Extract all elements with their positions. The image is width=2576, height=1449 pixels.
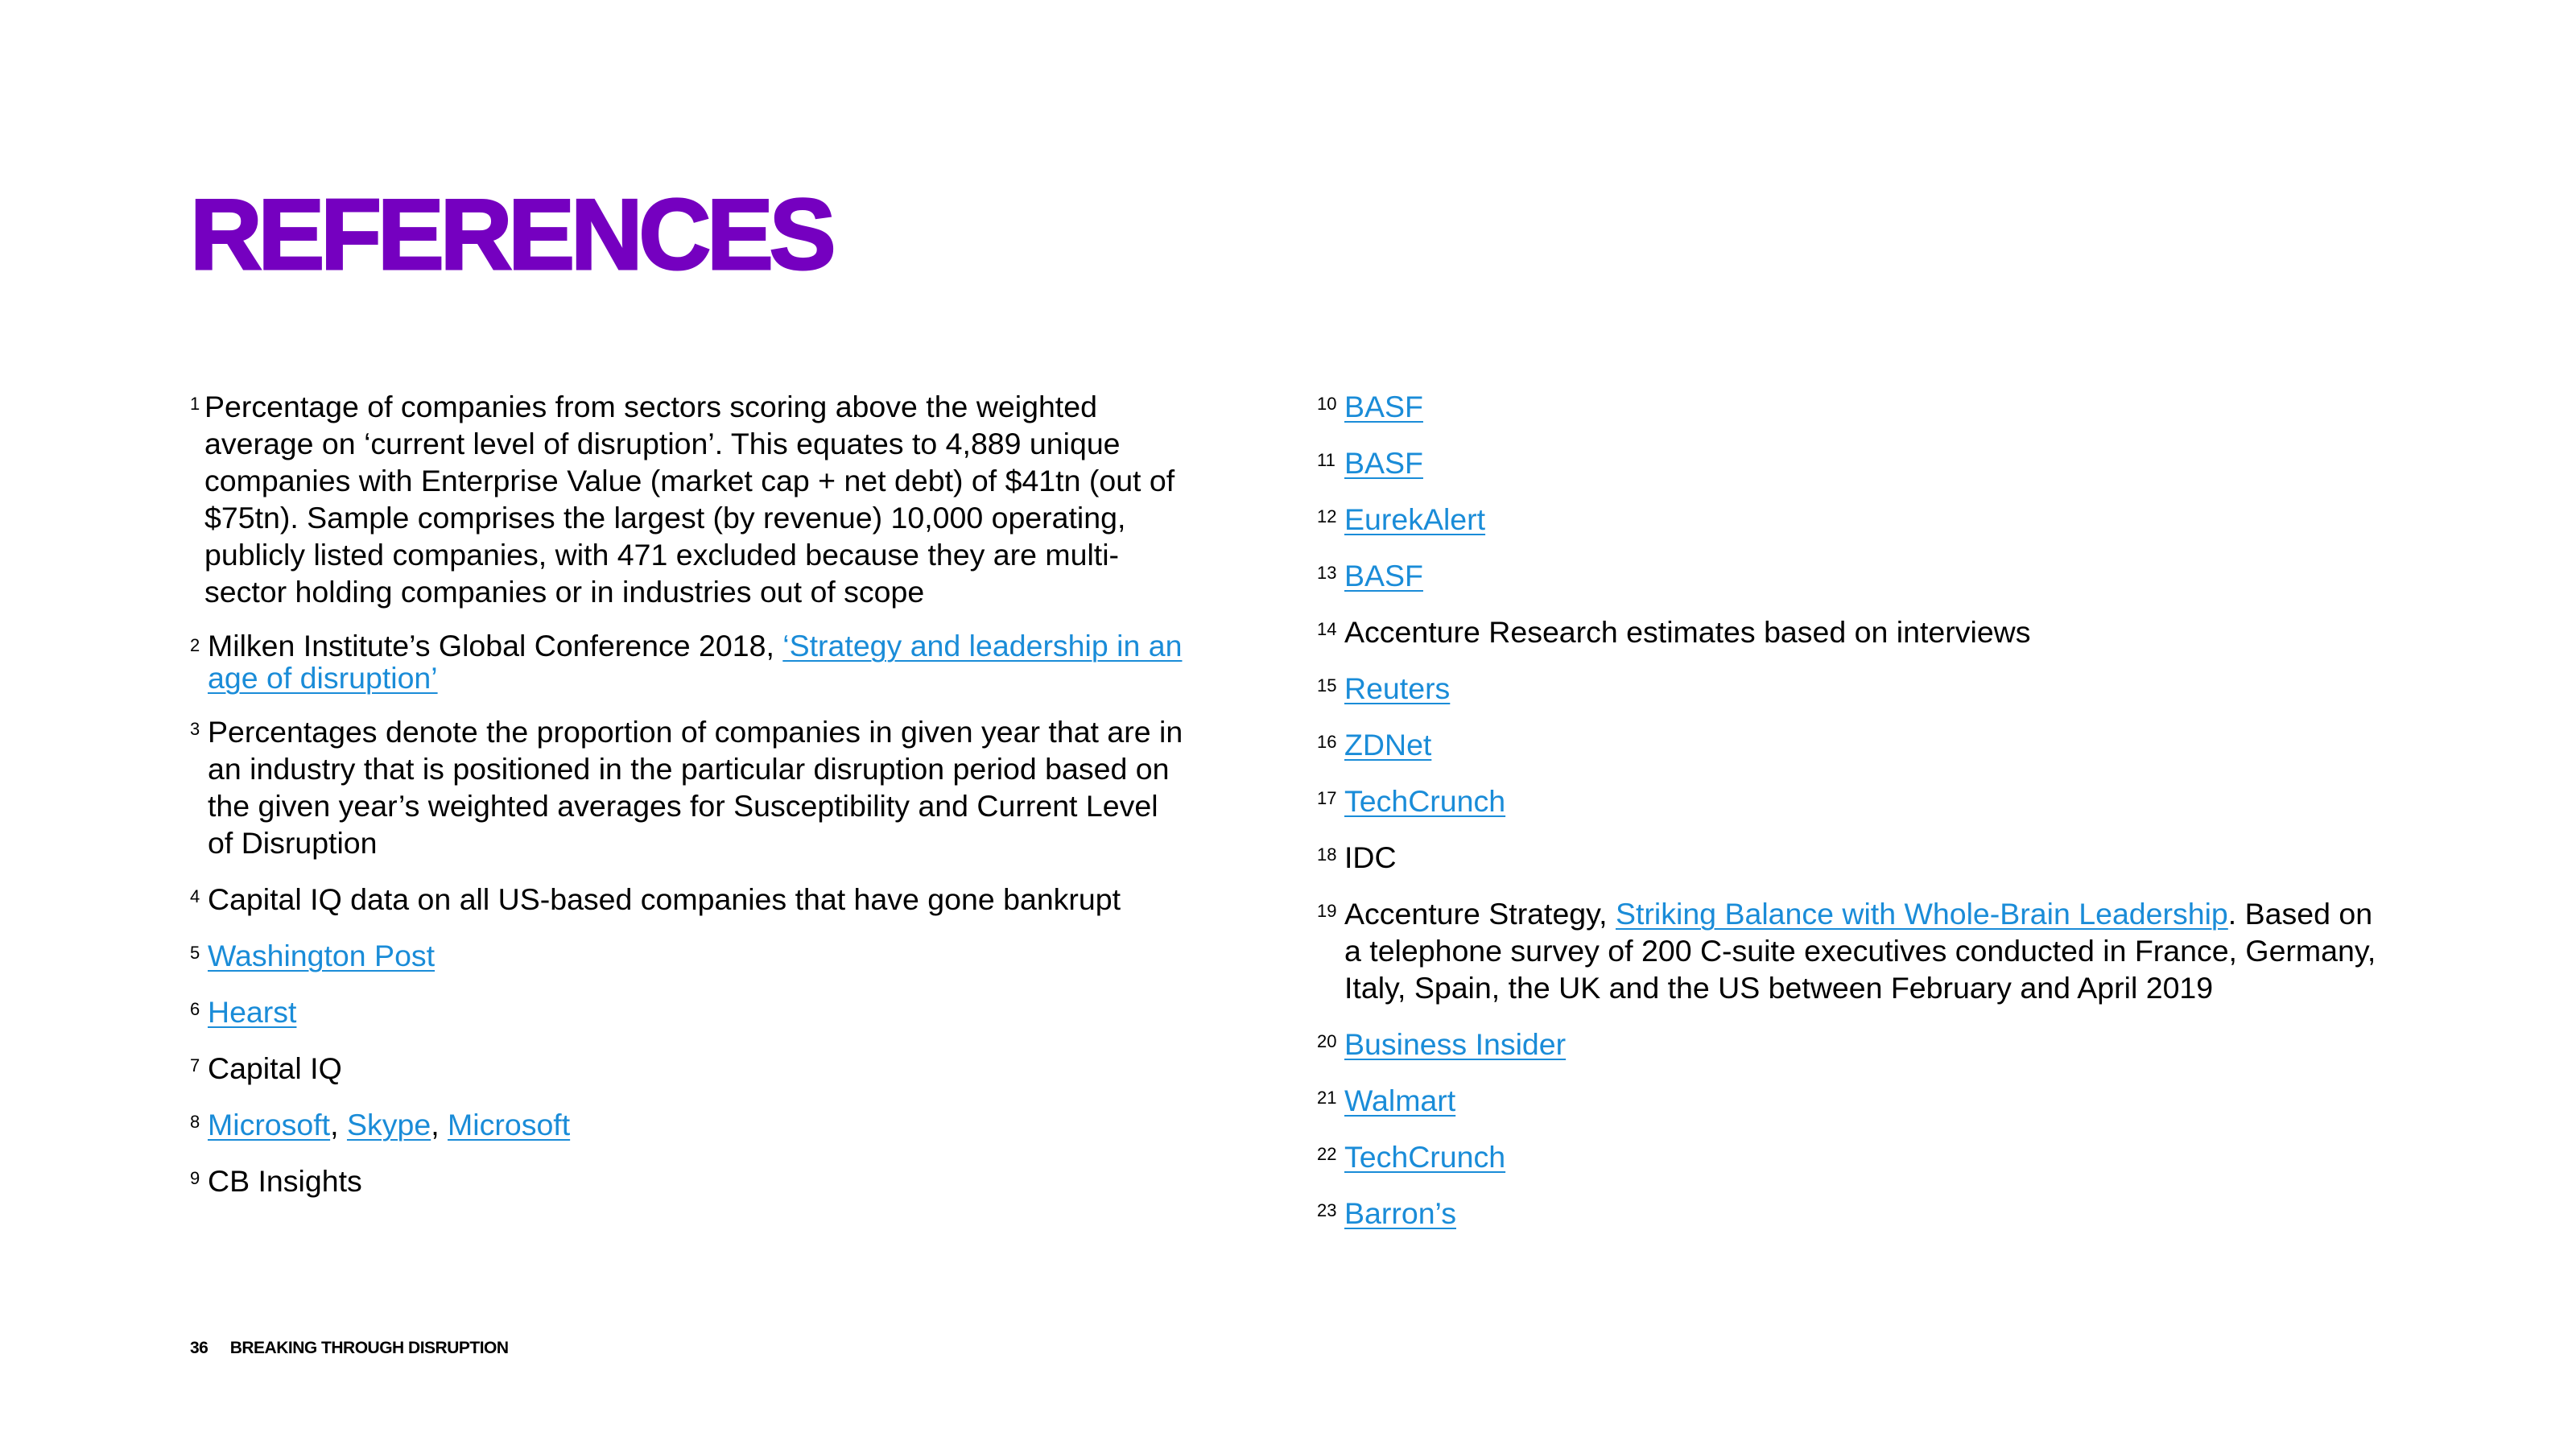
reference-number: 17 bbox=[1317, 788, 1337, 808]
reference-item-3 bbox=[190, 713, 1188, 861]
reference-link[interactable]: BASF bbox=[1344, 559, 1423, 592]
reference-number: 14 bbox=[1317, 619, 1337, 639]
reference-item-18 bbox=[1317, 839, 2396, 876]
reference-number: 5 bbox=[190, 943, 200, 963]
reference-link[interactable]: Barron’s bbox=[1344, 1196, 1456, 1230]
reference-text-suffix: . Based on a telephone survey of 200 C-suite executives conducted in France, Germany, Italy, Spain, the UK and the US between February and April 2019 bbox=[1344, 897, 2376, 1005]
reference-number: 20 bbox=[1317, 1031, 1337, 1051]
reference-link-skype[interactable]: Skype bbox=[346, 1108, 431, 1141]
report-title: BREAKING THROUGH DISRUPTION bbox=[229, 1339, 509, 1357]
reference-link[interactable]: Reuters bbox=[1344, 671, 1451, 705]
reference-item-5 bbox=[190, 937, 1188, 974]
reference-link[interactable]: Striking Balance with Whole-Brain Leadership bbox=[1615, 897, 2228, 931]
reference-item-2 bbox=[190, 630, 1188, 694]
reference-number: 21 bbox=[1317, 1088, 1337, 1108]
page-title: REFERENCES bbox=[190, 180, 832, 291]
reference-number: 23 bbox=[1317, 1200, 1337, 1220]
reference-separator: , bbox=[431, 1108, 448, 1141]
reference-text: IDC bbox=[1344, 840, 1397, 874]
reference-separator: , bbox=[330, 1108, 347, 1141]
page-footer bbox=[190, 1338, 509, 1359]
reference-number: 11 bbox=[1317, 450, 1335, 470]
reference-item-6 bbox=[190, 993, 1188, 1030]
reference-item-17 bbox=[1317, 782, 2396, 819]
reference-item-4 bbox=[190, 881, 1188, 918]
reference-item-21 bbox=[1317, 1082, 2396, 1119]
reference-number: 2 bbox=[190, 635, 200, 655]
reference-link[interactable]: TechCrunch bbox=[1344, 1140, 1506, 1174]
reference-item-14 bbox=[1317, 613, 2396, 650]
reference-link[interactable]: ZDNet bbox=[1344, 728, 1432, 762]
reference-item-20 bbox=[1317, 1026, 2396, 1063]
reference-link[interactable]: Hearst bbox=[208, 995, 297, 1029]
reference-link[interactable]: Washington Post bbox=[208, 939, 436, 972]
reference-text: Accenture Strategy, bbox=[1344, 897, 1616, 931]
reference-link[interactable]: EurekAlert bbox=[1344, 502, 1486, 536]
reference-item-9 bbox=[190, 1162, 1188, 1199]
reference-link-microsoft[interactable]: Microsoft bbox=[208, 1108, 331, 1141]
reference-text: Capital IQ bbox=[208, 1051, 342, 1085]
reference-link[interactable]: TechCrunch bbox=[1344, 784, 1506, 818]
reference-number: 3 bbox=[190, 719, 200, 739]
reference-item-23 bbox=[1317, 1195, 2396, 1232]
reference-item-22 bbox=[1317, 1138, 2396, 1175]
reference-item-13 bbox=[1317, 557, 2396, 594]
reference-link[interactable]: BASF bbox=[1344, 390, 1423, 423]
reference-item-15 bbox=[1317, 670, 2396, 707]
reference-item-7 bbox=[190, 1050, 1188, 1087]
reference-text: Percentages denote the proportion of companies in given year that are in an industry that is positioned in the particular disruption period based on the given year’s weighted averages for Susceptibility and Current Level of Disruption bbox=[208, 715, 1183, 860]
reference-text: Accenture Research estimates based on interviews bbox=[1344, 615, 2031, 649]
reference-number: 15 bbox=[1317, 675, 1337, 696]
reference-number: 6 bbox=[190, 999, 200, 1019]
reference-link-microsoft-2[interactable]: Microsoft bbox=[448, 1108, 571, 1141]
reference-link[interactable]: ‘Strategy and leadership in an age of disruption’ bbox=[208, 629, 1183, 695]
reference-item-1 bbox=[190, 388, 1188, 610]
references-list-right bbox=[1317, 388, 2396, 1251]
reference-link[interactable]: Walmart bbox=[1344, 1084, 1456, 1117]
page-number: 36 bbox=[190, 1339, 208, 1357]
reference-item-16 bbox=[1317, 726, 2396, 763]
reference-number: 4 bbox=[190, 886, 200, 906]
reference-number: 13 bbox=[1317, 563, 1337, 583]
reference-item-12 bbox=[1317, 501, 2396, 538]
reference-number: 8 bbox=[190, 1112, 200, 1132]
reference-number: 19 bbox=[1317, 901, 1337, 921]
reference-number: 12 bbox=[1317, 506, 1337, 526]
reference-number: 10 bbox=[1317, 394, 1337, 414]
reference-item-11 bbox=[1317, 444, 2396, 481]
reference-number: 22 bbox=[1317, 1144, 1337, 1164]
reference-item-19 bbox=[1317, 895, 2396, 1006]
reference-number: 7 bbox=[190, 1055, 200, 1075]
reference-number: 1 bbox=[190, 394, 200, 414]
references-list-left bbox=[190, 388, 1188, 1219]
reference-number: 9 bbox=[190, 1168, 200, 1188]
reference-text: Milken Institute’s Global Conference 2018, bbox=[208, 629, 783, 663]
reference-link[interactable]: Business Insider bbox=[1344, 1027, 1567, 1061]
reference-item-10 bbox=[1317, 388, 2396, 425]
reference-link[interactable]: BASF bbox=[1344, 446, 1423, 480]
reference-number: 18 bbox=[1317, 844, 1337, 865]
reference-text: CB Insights bbox=[208, 1164, 362, 1198]
reference-text: Percentage of companies from sectors scoring above the weighted average on ‘current level of disruption’. This equates to 4,889 unique companies with Enterprise Value (market cap + net debt) of $41tn (out of $75tn). Sample comprises the largest (by revenue) 10,000 operating, publicly listed companies, with 471 excluded because they are multi-sector holding companies or in industries out of scope bbox=[204, 390, 1175, 609]
reference-number: 16 bbox=[1317, 732, 1337, 752]
reference-item-8 bbox=[190, 1106, 1188, 1143]
reference-text: Capital IQ data on all US-based companies that have gone bankrupt bbox=[208, 882, 1121, 916]
